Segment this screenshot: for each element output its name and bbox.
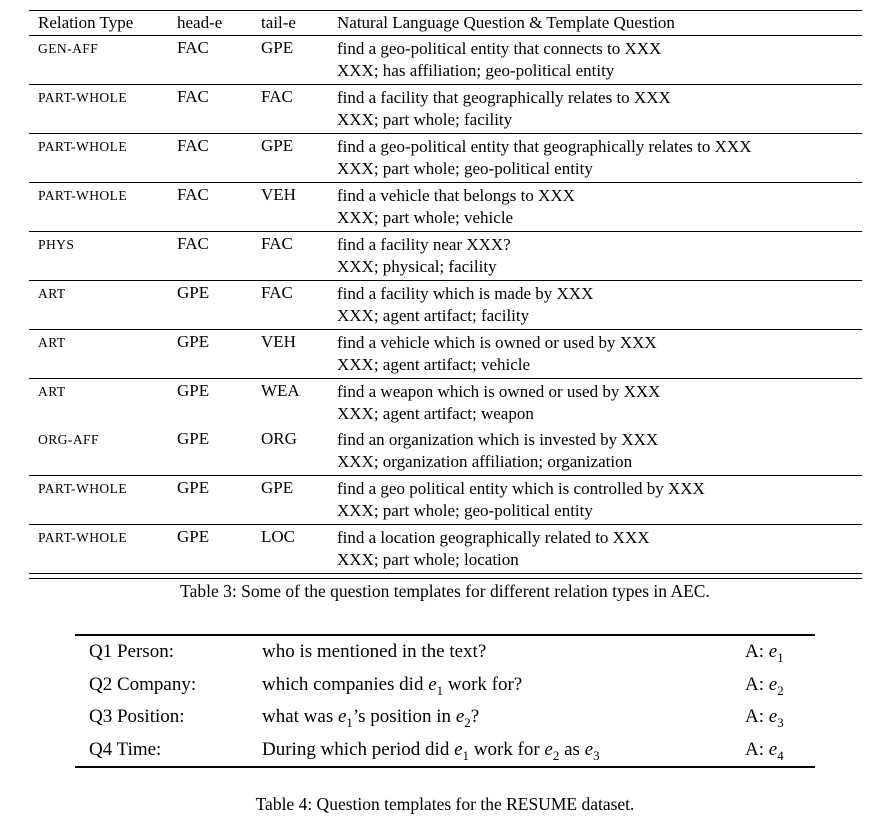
- col-header-head-entity: head-e: [177, 13, 223, 32]
- question-label: Q3 Position:: [89, 706, 185, 727]
- relation-type: PHYS: [38, 237, 75, 252]
- head-entity: FAC: [177, 234, 209, 253]
- relation-type: PART-WHOLE: [38, 90, 128, 105]
- answer: A: $e_1$: [745, 641, 784, 665]
- question-text: During which period did $e_1$ work for $e_2$ as $e_3$: [262, 738, 600, 763]
- table-row: [29, 281, 862, 330]
- head-entity: FAC: [177, 87, 209, 106]
- nl-question: find a weapon which is owned or used by XXX: [337, 382, 661, 401]
- table-row: [29, 330, 862, 379]
- template-question: XXX; part whole; geo-political entity: [337, 501, 593, 520]
- table-4: [75, 634, 815, 768]
- template-question: XXX; agent artifact; facility: [337, 306, 530, 325]
- table-row: [29, 183, 862, 232]
- col-header-relation-type: Relation Type: [38, 13, 134, 32]
- head-entity: FAC: [177, 185, 209, 204]
- col-header-tail-entity: tail-e: [261, 13, 296, 32]
- question-label: Q2 Company:: [89, 673, 197, 695]
- nl-question: find an organization which is invested by XXX: [337, 430, 659, 449]
- template-question: XXX; physical; facility: [337, 257, 497, 276]
- head-entity: FAC: [177, 38, 209, 57]
- template-question: XXX; has affiliation; geo-political entity: [337, 61, 615, 80]
- template-question: XXX; agent artifact; vehicle: [337, 355, 531, 374]
- relation-type: GEN-AFF: [38, 41, 99, 56]
- relation-type: PART-WHOLE: [38, 481, 128, 496]
- nl-question: find a geo political entity which is controlled by XXX: [337, 479, 705, 498]
- head-entity: GPE: [177, 283, 210, 302]
- table-row: [75, 734, 815, 768]
- tail-entity: LOC: [261, 527, 295, 546]
- col-header-question: Natural Language Question & Template Question: [337, 13, 675, 32]
- nl-question: find a geo-political entity that geographically relates to XXX: [337, 137, 752, 156]
- nl-question: find a facility that geographically relates to XXX: [337, 88, 671, 107]
- table-3-caption: Table 3: Some of the question templates for different relation types in AEC.: [180, 581, 710, 601]
- template-question: XXX; part whole; geo-political entity: [337, 159, 593, 178]
- table-row: [75, 701, 815, 734]
- nl-question: find a vehicle which is owned or used by XXX: [337, 333, 657, 352]
- head-entity: GPE: [177, 429, 210, 448]
- tail-entity: VEH: [261, 185, 296, 204]
- tail-entity: GPE: [261, 136, 294, 155]
- answer: A: $e_4$: [745, 738, 784, 763]
- tail-entity: FAC: [261, 283, 293, 302]
- relation-type: PART-WHOLE: [38, 530, 128, 545]
- answer: A: $e_2$: [745, 673, 784, 698]
- table-3-body: [29, 36, 862, 574]
- template-question: XXX; part whole; vehicle: [337, 208, 514, 227]
- table-3-bottom-double-rule: [29, 574, 862, 579]
- question-text: who is mentioned in the text?: [262, 641, 487, 662]
- nl-question: find a location geographically related to XXX: [337, 528, 650, 547]
- relation-type: ORG-AFF: [38, 432, 99, 447]
- nl-question: find a geo-political entity that connects to XXX: [337, 39, 662, 58]
- template-question: XXX; part whole; location: [337, 550, 519, 569]
- table-row: [29, 36, 862, 85]
- template-question: XXX; agent artifact; weapon: [337, 404, 534, 423]
- table-row: [29, 427, 862, 476]
- question-text: what was $e_1’s$ position in $e_2$?: [262, 706, 480, 730]
- table-3-header: [29, 11, 862, 36]
- relation-templates-table: [29, 10, 862, 579]
- relation-type: ART: [38, 286, 66, 301]
- resume-templates-table: [75, 634, 815, 768]
- head-entity: GPE: [177, 527, 210, 546]
- table-row: [75, 635, 815, 669]
- nl-question: find a vehicle that belongs to XXX: [337, 186, 575, 205]
- tail-entity: WEA: [261, 381, 300, 400]
- tail-entity: GPE: [261, 38, 294, 57]
- table-3: [29, 10, 862, 574]
- head-entity: FAC: [177, 136, 209, 155]
- table-4-caption: Table 4: Question templates for the RESUME dataset.: [255, 794, 635, 814]
- question-text: which companies did $e_1$ work for?: [262, 673, 523, 698]
- relation-type: ART: [38, 335, 66, 350]
- head-entity: GPE: [177, 332, 210, 351]
- table-row: [29, 134, 862, 183]
- head-entity: GPE: [177, 381, 210, 400]
- relation-type: PART-WHOLE: [38, 188, 128, 203]
- table-row: [29, 232, 862, 281]
- question-label: Q4 Time:: [89, 738, 162, 760]
- table-4-body: [75, 635, 815, 767]
- head-entity: GPE: [177, 478, 210, 497]
- tail-entity: FAC: [261, 87, 293, 106]
- answer: A: $e_3$: [745, 706, 784, 730]
- table-row: [29, 476, 862, 525]
- relation-type: PART-WHOLE: [38, 139, 128, 154]
- nl-question: find a facility which is made by XXX: [337, 284, 594, 303]
- tail-entity: ORG: [261, 429, 297, 448]
- table-row: [29, 85, 862, 134]
- template-question: XXX; part whole; facility: [337, 110, 513, 129]
- tail-entity: VEH: [261, 332, 296, 351]
- table-row: [29, 379, 862, 428]
- tail-entity: GPE: [261, 478, 294, 497]
- tail-entity: FAC: [261, 234, 293, 253]
- question-label: Q1 Person:: [89, 641, 174, 662]
- template-question: XXX; organization affiliation; organization: [337, 452, 633, 471]
- nl-question: find a facility near XXX?: [337, 235, 511, 254]
- table-row: [75, 669, 815, 702]
- table-row: [29, 525, 862, 574]
- relation-type: ART: [38, 384, 66, 399]
- header-row: [29, 11, 862, 36]
